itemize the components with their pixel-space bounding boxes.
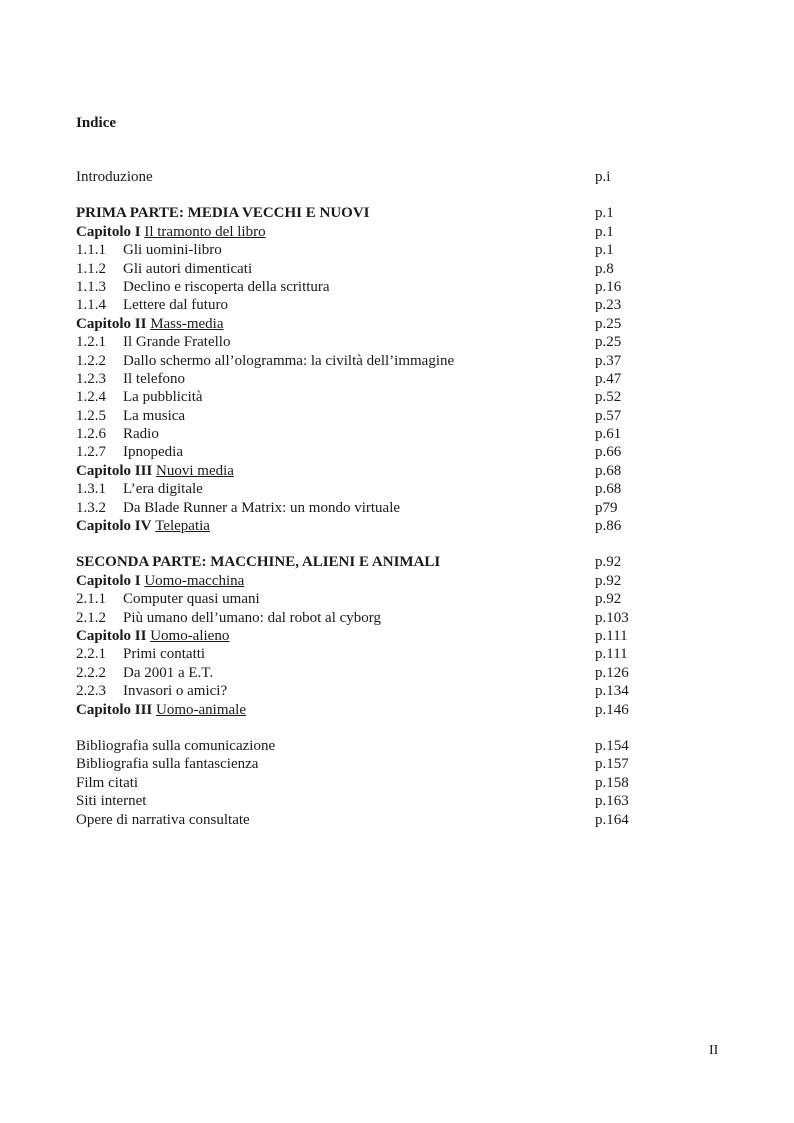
- toc-entry-label: Film citati: [76, 774, 139, 791]
- toc-chapter-title: Il tramonto del libro: [144, 223, 266, 240]
- toc-chapter-entry: [76, 462, 656, 480]
- toc-chapter-entry: [76, 572, 656, 590]
- toc-page-ref: p.25: [595, 315, 622, 332]
- toc-section-label: Lettere dal futuro: [123, 297, 228, 314]
- toc-page-ref: p.126: [595, 664, 629, 681]
- toc-entry: [76, 811, 656, 829]
- toc-page-ref: p.i: [595, 169, 611, 185]
- toc-subsection-entry: [76, 260, 656, 278]
- toc-entry: [76, 774, 656, 792]
- toc-subsection-entry: [76, 296, 656, 314]
- toc-chapter-label: Capitolo III: [76, 462, 153, 479]
- toc-chapter-title: Uomo-alieno: [150, 627, 230, 644]
- toc-page-ref: p.68: [595, 462, 622, 479]
- toc-section-number: 1.1.4: [76, 297, 106, 314]
- toc-chapter-entry: [76, 627, 656, 645]
- toc-page-ref: p.157: [595, 756, 629, 773]
- toc-section-number: 1.2.4: [76, 389, 106, 406]
- toc-section-number: 2.1.1: [76, 591, 106, 608]
- toc-chapter-title: Nuovi media: [156, 462, 234, 479]
- toc-page-ref: p.86: [595, 518, 622, 535]
- toc-page-ref: p.103: [595, 609, 629, 626]
- toc-page-ref: p.164: [595, 811, 629, 828]
- toc-chapter-title: Uomo-animale: [156, 701, 247, 718]
- toc-page-ref: p.25: [595, 334, 622, 351]
- toc-page-ref: p.61: [595, 426, 622, 443]
- toc-chapter-label: Capitolo II: [76, 627, 147, 644]
- toc-section-label: La pubblicità: [123, 389, 203, 406]
- toc-page-ref: p.1: [595, 242, 614, 259]
- toc-section-number: 1.2.3: [76, 370, 106, 387]
- toc-entry: [76, 168, 656, 186]
- toc-entry-label: Introduzione: [76, 169, 153, 185]
- toc-subsection-entry: [76, 278, 656, 296]
- toc-part-heading: [76, 553, 656, 571]
- toc-page-ref: p.111: [595, 627, 628, 644]
- toc-chapter-entry: [76, 315, 656, 333]
- toc-subsection-entry: [76, 352, 656, 370]
- toc-chapter-label: Capitolo I: [76, 572, 141, 589]
- toc-page-ref: p.1: [595, 223, 614, 240]
- toc-entry-label: Bibliografia sulla comunicazione: [76, 737, 276, 754]
- toc-subsection-entry: [76, 388, 656, 406]
- page-title: Indice: [76, 115, 117, 131]
- toc-section-number: 1.2.7: [76, 444, 106, 461]
- toc-page-ref: p.134: [595, 683, 629, 700]
- toc-page-ref: p.16: [595, 278, 622, 295]
- toc-page-ref: p79: [595, 499, 618, 516]
- toc-section-number: 1.2.6: [76, 426, 106, 443]
- toc-section-number: 1.2.5: [76, 407, 106, 424]
- toc-entry: [76, 792, 656, 810]
- toc-page-ref: p.68: [595, 481, 622, 498]
- toc-section-number: 1.2.2: [76, 352, 106, 369]
- toc-section-label: Da 2001 a E.T.: [123, 664, 214, 681]
- toc-page-ref: p.92: [595, 572, 622, 589]
- toc-chapter-label: Capitolo IV: [76, 518, 152, 535]
- toc-chapter-title: Mass-media: [150, 315, 224, 332]
- toc-section-label: L’era digitale: [123, 481, 203, 498]
- toc-chapter-label: Capitolo II: [76, 315, 147, 332]
- toc-section-label: Primi contatti: [123, 646, 206, 663]
- toc-part-heading: [76, 204, 656, 222]
- toc-entry-label: Siti internet: [76, 793, 147, 810]
- toc-entry-label: Bibliografia sulla fantascienza: [76, 756, 259, 773]
- toc-page-ref: p.1: [595, 205, 614, 222]
- toc-subsection-entry: [76, 499, 656, 517]
- toc-subsection-entry: [76, 645, 656, 663]
- toc-section-number: 1.3.2: [76, 499, 106, 516]
- toc-section-label: Il telefono: [123, 370, 186, 387]
- toc-page-ref: p.37: [595, 352, 622, 369]
- toc-chapter-entry: [76, 517, 656, 535]
- table-of-contents: [76, 168, 656, 829]
- toc-page-ref: p.111: [595, 646, 628, 663]
- toc-section-label: Invasori o amici?: [123, 683, 228, 700]
- toc-page-ref: p.47: [595, 370, 622, 387]
- toc-chapter-title: Telepatia: [155, 518, 210, 535]
- page-number: II: [709, 1043, 719, 1058]
- toc-section-label: Computer quasi umani: [123, 591, 260, 608]
- toc-entry: [76, 737, 656, 755]
- toc-section-number: 1.2.1: [76, 334, 106, 351]
- toc-section-label: Radio: [123, 426, 159, 443]
- toc-subsection-entry: [76, 590, 656, 608]
- toc-page-ref: p.92: [595, 554, 622, 571]
- toc-section-number: 2.1.2: [76, 609, 106, 626]
- toc-subsection-entry: [76, 609, 656, 627]
- toc-subsection-entry: [76, 682, 656, 700]
- toc-subsection-entry: [76, 443, 656, 461]
- toc-section-label: Dallo schermo all’ologramma: la civiltà dell’immagine: [123, 352, 455, 369]
- toc-section-number: 1.3.1: [76, 481, 106, 498]
- toc-entry-label: Opere di narrativa consultate: [76, 811, 250, 828]
- toc-page-ref: p.163: [595, 793, 629, 810]
- toc-subsection-entry: [76, 425, 656, 443]
- toc-page-ref: p.154: [595, 737, 629, 754]
- toc-chapter-label: Capitolo III: [76, 701, 153, 718]
- toc-subsection-entry: [76, 407, 656, 425]
- toc-page-ref: p.92: [595, 591, 622, 608]
- toc-section-number: 1.1.2: [76, 260, 106, 277]
- toc-section-number: 1.1.3: [76, 278, 106, 295]
- toc-part-label: PRIMA PARTE: MEDIA VECCHI E NUOVI: [76, 205, 370, 222]
- toc-subsection-entry: [76, 370, 656, 388]
- toc-page-ref: p.146: [595, 701, 629, 718]
- toc-section-label: Gli uomini-libro: [123, 242, 222, 259]
- toc-section-label: Il Grande Fratello: [123, 334, 231, 351]
- toc-section-number: 1.1.1: [76, 242, 106, 259]
- toc-entry: [76, 755, 656, 773]
- toc-page-ref: p.52: [595, 389, 622, 406]
- toc-section-number: 2.2.1: [76, 646, 106, 663]
- toc-part-label: SECONDA PARTE: MACCHINE, ALIENI E ANIMALI: [76, 554, 441, 571]
- toc-page-ref: p.8: [595, 260, 614, 277]
- toc-page-ref: p.57: [595, 407, 622, 424]
- toc-page-ref: p.23: [595, 297, 622, 314]
- toc-section-label: Da Blade Runner a Matrix: un mondo virtuale: [123, 499, 401, 516]
- toc-chapter-title: Uomo-macchina: [144, 572, 245, 589]
- toc-section-label: Gli autori dimenticati: [123, 260, 253, 277]
- toc-chapter-entry: [76, 223, 656, 241]
- toc-section-number: 2.2.2: [76, 664, 106, 681]
- toc-subsection-entry: [76, 480, 656, 498]
- toc-page-ref: p.66: [595, 444, 622, 461]
- toc-section-label: Declino e riscoperta della scrittura: [123, 278, 330, 295]
- toc-subsection-entry: [76, 664, 656, 682]
- toc-section-label: La musica: [123, 407, 186, 424]
- toc-chapter-label: Capitolo I: [76, 223, 141, 240]
- toc-section-label: Più umano dell’umano: dal robot al cyborg: [123, 609, 382, 626]
- toc-chapter-entry: [76, 701, 656, 719]
- toc-subsection-entry: [76, 241, 656, 259]
- toc-page-ref: p.158: [595, 774, 629, 791]
- toc-subsection-entry: [76, 333, 656, 351]
- toc-section-label: Ipnopedia: [123, 444, 183, 461]
- toc-section-number: 2.2.3: [76, 683, 106, 700]
